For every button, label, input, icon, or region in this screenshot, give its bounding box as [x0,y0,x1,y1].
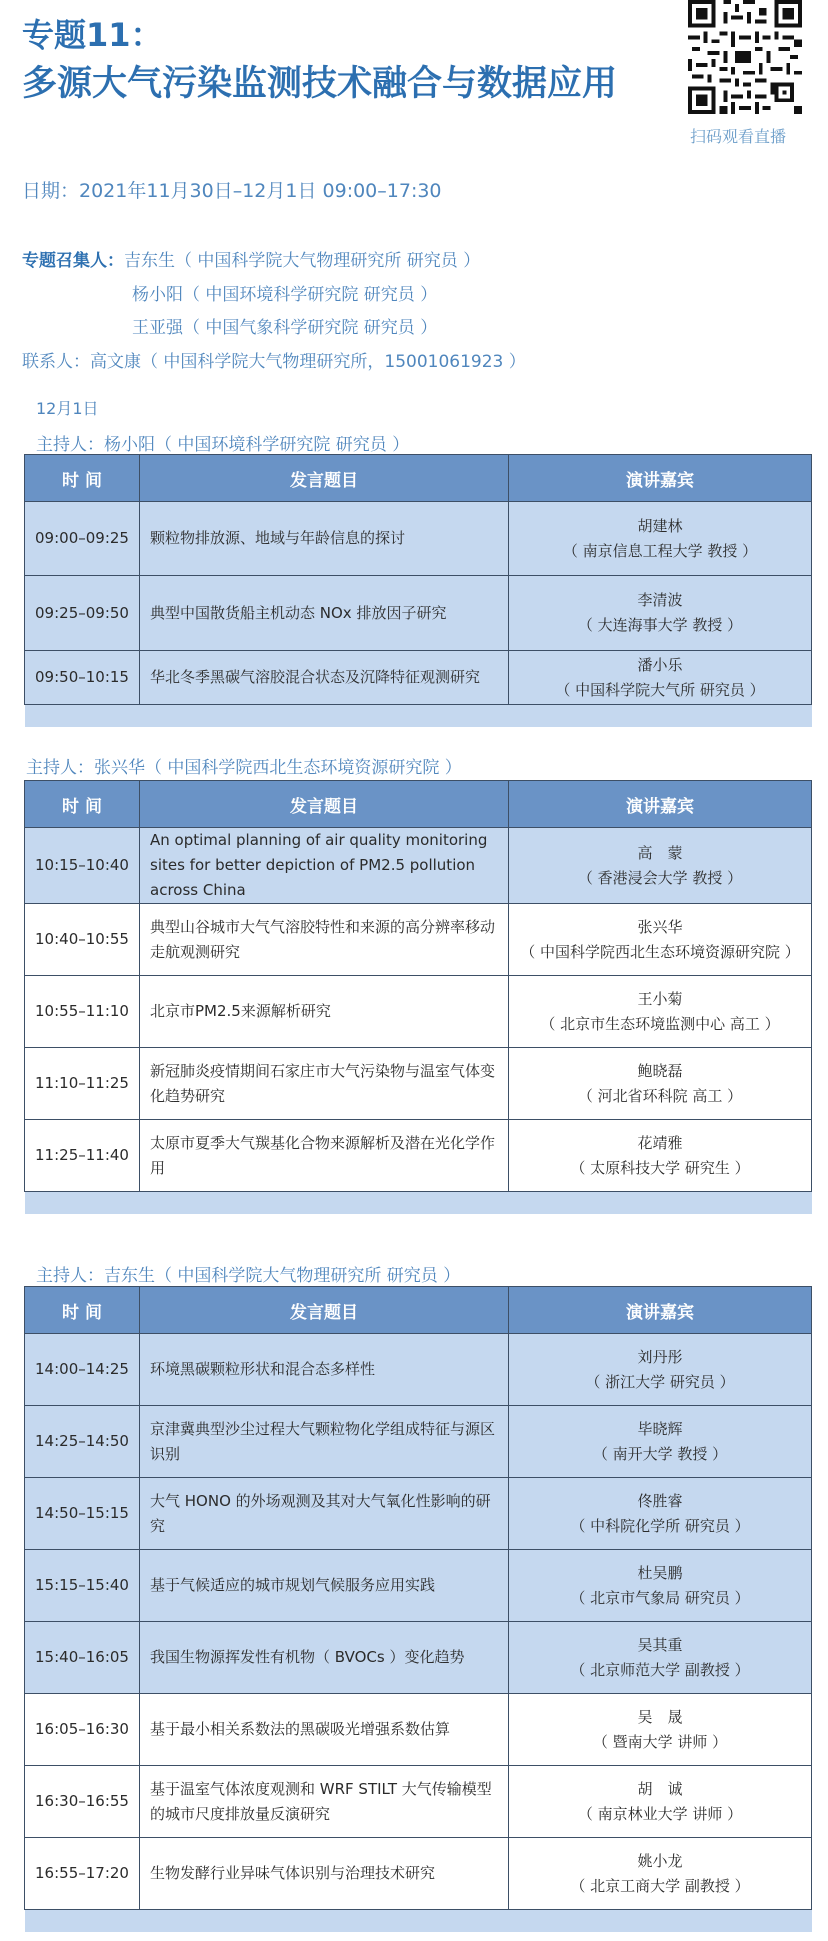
talk-topic: 我国生物源挥发性有机物（ BVOCs ）变化趋势 [140,1622,509,1694]
talk-topic: 大气 HONO 的外场观测及其对大气氧化性影响的研究 [140,1478,509,1550]
speaker-name: 佟胜睿 [637,1491,683,1510]
talk-time: 11:10–11:25 [25,1048,140,1120]
speaker-name: 毕晓辉 [637,1419,683,1438]
speaker-name: 胡建林 [637,516,683,535]
speaker-cell [509,1550,812,1622]
speaker-cell [509,1120,812,1192]
table-row [25,1120,812,1192]
table-row [25,1838,812,1910]
speaker-affiliation: （ 北京工商大学 副教授 ） [570,1876,750,1895]
speaker-cell [509,1048,812,1120]
speaker-affiliation: （ 北京市气象局 研究员 ） [570,1588,750,1607]
speaker-cell [509,576,812,651]
speaker-cell [509,651,812,705]
table-row [25,651,812,705]
header-time: 时 间 [25,781,140,828]
talk-topic: 北京市PM2.5来源解析研究 [140,976,509,1048]
header-time: 时 间 [25,455,140,502]
convener-label: 专题召集人： [22,251,124,271]
talk-time: 14:50–15:15 [25,1478,140,1550]
speaker-cell [509,1694,812,1766]
convener-line-2 [132,280,437,305]
speaker-affiliation: （ 河北省环科院 高工 ） [577,1086,743,1105]
speaker-cell [509,1766,812,1838]
talk-time: 15:40–16:05 [25,1622,140,1694]
table-row [25,976,812,1048]
speaker-affiliation: （ 太原科技大学 研究生 ） [570,1158,750,1177]
speaker-affiliation: （ 大连海事大学 教授 ） [577,616,743,634]
schedule-table [24,454,812,727]
table-row [25,1550,812,1622]
speaker-affiliation: （ 中国科学院大气所 研究员 ） [555,680,765,699]
speaker-affiliation: （ 北京师范大学 副教授 ） [570,1660,750,1679]
speaker-name: 潘小乐 [637,655,683,674]
header-topic: 发言题目 [140,455,509,502]
table-row [25,1334,812,1406]
speaker-name: 胡 诚 [637,1779,683,1798]
header-topic: 发言题目 [140,1287,509,1334]
contact-line: 联系人：高文康（ 中国科学院大气物理研究所，15001061923 ） [22,352,526,372]
table-row [25,1048,812,1120]
table-row [25,1694,812,1766]
talk-time: 16:30–16:55 [25,1766,140,1838]
talk-time: 10:55–11:10 [25,976,140,1048]
speaker-affiliation: （ 中科院化学所 研究员 ） [570,1516,750,1535]
header-topic: 发言题目 [140,781,509,828]
speaker-name: 张兴华 [637,917,683,936]
page-title: 多源大气污染监测技术融合与数据应用 [22,64,618,104]
table-header-row [25,781,812,828]
convener-name: 吉东生（ 中国科学院大气物理研究所 研究员 ） [124,251,481,271]
table-footer-band [25,1910,812,1933]
talk-topic: 典型山谷城市大气气溶胶特性和来源的高分辨率移动走航观测研究 [140,904,509,976]
talk-topic: 基于温室气体浓度观测和 WRF STILT 大气传输模型的城市尺度排放量反演研究 [140,1766,509,1838]
speaker-name: 杜吴鹏 [637,1563,683,1582]
session-host: 主持人：张兴华（ 中国科学院西北生态环境资源研究院 ） [26,758,462,778]
speaker-name: 花靖雅 [637,1133,683,1152]
talk-topic: 生物发酵行业异味气体识别与治理技术研究 [140,1838,509,1910]
header-speaker: 演讲嘉宾 [509,1287,812,1334]
speaker-affiliation: （ 中国科学院西北生态环境资源研究院 ） [520,942,800,961]
speaker-cell [509,976,812,1048]
table-row [25,576,812,651]
talk-topic: 颗粒物排放源、地域与年龄信息的探讨 [140,502,509,576]
table-header-row [25,1287,812,1334]
speaker-cell [509,1838,812,1910]
talk-topic: 京津冀典型沙尘过程大气颗粒物化学组成特征与源区识别 [140,1406,509,1478]
talk-time: 16:05–16:30 [25,1694,140,1766]
talk-topic: 华北冬季黑碳气溶胶混合状态及沉降特征观测研究 [140,651,509,705]
talk-topic: 新冠肺炎疫情期间石家庄市大气污染物与温室气体变化趋势研究 [140,1048,509,1120]
session-host: 主持人：杨小阳（ 中国环境科学研究院 研究员 ） [36,435,410,455]
speaker-cell [509,1622,812,1694]
event-date: 日期：2021年11月30日–12月1日 09:00–17:30 [22,180,442,202]
page-title-line1: 专题11： [22,16,163,54]
talk-time: 09:00–09:25 [25,502,140,576]
talk-topic: 典型中国散货船主机动态 NOx 排放因子研究 [140,576,509,651]
speaker-affiliation: （ 南京信息工程大学 教授 ） [562,541,758,560]
talk-time: 14:00–14:25 [25,1334,140,1406]
table-row [25,1406,812,1478]
speaker-affiliation: （ 南京林业大学 讲师 ） [577,1804,743,1823]
speaker-name: 姚小龙 [637,1851,683,1870]
talk-time: 15:15–15:40 [25,1550,140,1622]
qr-caption: 扫码观看直播 [690,127,787,146]
talk-topic: An optimal planning of air quality monitoring sites for better depiction of PM2.5 pollution across China [140,828,509,904]
table-header-row [25,455,812,502]
table-row [25,904,812,976]
speaker-cell [509,1334,812,1406]
day-label: 12月1日 [36,399,99,418]
speaker-cell [509,1406,812,1478]
talk-time: 14:25–14:50 [25,1406,140,1478]
speaker-name: 吴 晟 [637,1707,683,1726]
table-row [25,1478,812,1550]
table-row [25,1622,812,1694]
speaker-name: 王小菊 [637,989,683,1008]
speaker-affiliation: （ 南开大学 教授 ） [592,1444,728,1463]
speaker-name: 吴其重 [637,1635,683,1654]
talk-time: 09:25–09:50 [25,576,140,651]
convener-name: 王亚强（ 中国气象科学研究院 研究员 ） [132,318,438,338]
convener-line-3 [132,313,437,338]
talk-topic: 太原市夏季大气羰基化合物来源解析及潜在光化学作用 [140,1120,509,1192]
speaker-cell [509,828,812,904]
talk-topic: 基于最小相关系数法的黑碳吸光增强系数估算 [140,1694,509,1766]
talk-time: 11:25–11:40 [25,1120,140,1192]
table-row [25,828,812,904]
talk-time: 10:40–10:55 [25,904,140,976]
speaker-name: 刘丹彤 [637,1347,683,1366]
table-footer-band [25,1192,812,1215]
speaker-cell [509,1478,812,1550]
table-footer-band [25,705,812,728]
speaker-name: 李清波 [637,591,683,609]
header-time: 时 间 [25,1287,140,1334]
convener-line-1 [22,246,480,271]
talk-time: 16:55–17:20 [25,1838,140,1910]
table-row [25,502,812,576]
talk-topic: 基于气候适应的城市规划气候服务应用实践 [140,1550,509,1622]
table-row [25,1766,812,1838]
schedule-table [24,1286,812,1932]
schedule-table [24,780,812,1214]
session-host: 主持人：吉东生（ 中国科学院大气物理研究所 研究员 ） [36,1266,461,1286]
talk-topic: 环境黑碳颗粒形状和混合态多样性 [140,1334,509,1406]
speaker-cell [509,904,812,976]
speaker-affiliation: （ 浙江大学 研究员 ） [585,1372,735,1391]
convener-name: 杨小阳（ 中国环境科学研究院 研究员 ） [132,285,438,305]
header-speaker: 演讲嘉宾 [509,781,812,828]
speaker-affiliation: （ 北京市生态环境监测中心 高工 ） [540,1014,780,1033]
qr-code-icon[interactable] [686,0,804,114]
speaker-name: 高 蒙 [637,843,683,862]
header-speaker: 演讲嘉宾 [509,455,812,502]
speaker-name: 鲍晓磊 [637,1061,683,1080]
talk-time: 09:50–10:15 [25,651,140,705]
speaker-affiliation: （ 香港浸会大学 教授 ） [577,868,743,887]
speaker-affiliation: （ 暨南大学 讲师 ） [592,1732,728,1751]
speaker-cell [509,502,812,576]
talk-time: 10:15–10:40 [25,828,140,904]
